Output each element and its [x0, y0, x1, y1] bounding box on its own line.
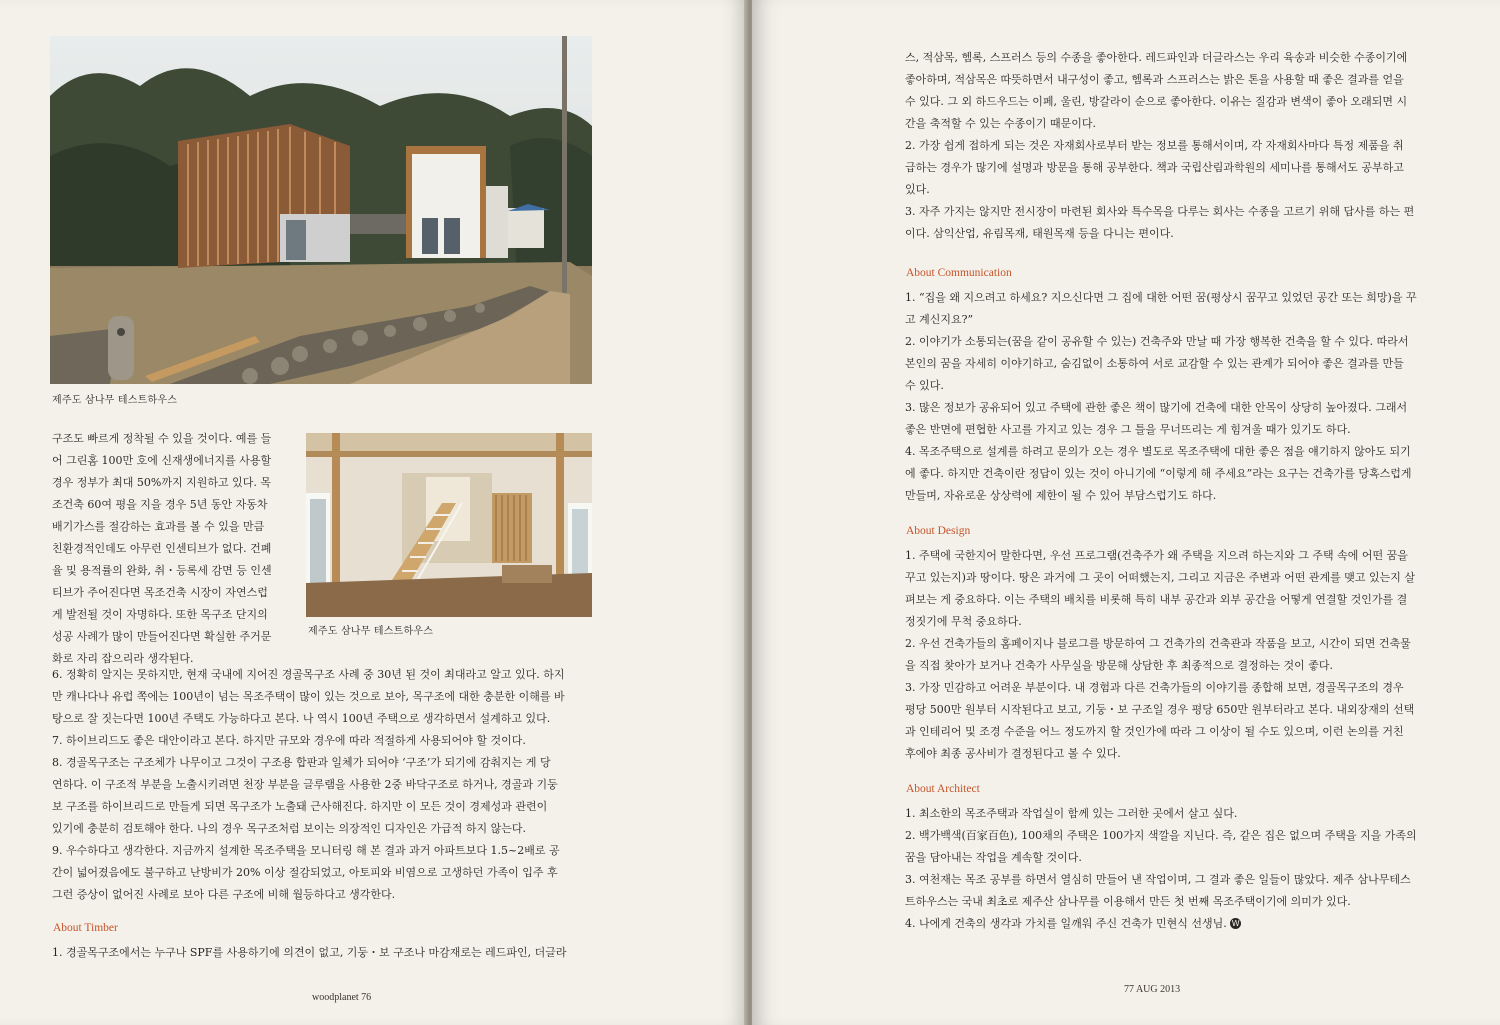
timber-answer-1	[52, 942, 612, 964]
text-line: 수 있다. 그 외 하드우드는 이페, 울린, 방갈라이 순으로 좋아한다. 이유는 질감과 변색이 좋아 오래되면 시	[905, 95, 1408, 108]
text-line: 2. 가장 쉽게 접하게 되는 것은 자재회사로부터 받는 정보를 통해서이며, 각 자재회사마다 특정 제품을 취	[905, 139, 1404, 152]
text-line: 정짓기에 무척 중요하다.	[905, 615, 1022, 628]
architect-answers	[905, 803, 1465, 935]
text-line	[905, 913, 1465, 935]
text-line: 구조도 빠르게 정착될 수 있을 것이다. 예를 들	[52, 432, 272, 445]
text-line: 있다.	[905, 183, 930, 196]
text-line: 3. 가장 민감하고 어려운 부분이다. 내 경험과 다른 건축가들의 이야기를 종합해 보면, 경골목구조의 경우	[905, 681, 1404, 694]
text-line: 수 있다.	[905, 379, 944, 392]
page-number-left: woodplanet 76	[312, 992, 372, 1003]
section-heading-communication: About Communication	[906, 267, 1012, 279]
text-line: 간이 넓어졌음에도 불구하고 난방비가 20% 이상 절감되었고, 아토피와 비염으로 고생하던 가족이 입주 후	[52, 866, 558, 879]
text-line: 그런 증상이 없어진 사례로 보아 다른 구조에 비해 월등하다고 생각한다.	[52, 888, 396, 901]
timber-continued	[905, 47, 1465, 245]
text-line: 에 좋다. 하지만 건축이란 정답이 있는 것이 아니기에 “이렇게 해 주세요”라는 요구는 건축가를 당혹스럽게	[905, 467, 1412, 480]
wrap-paragraph	[52, 428, 292, 670]
text-line: 좋은 반면에 편협한 사고를 가지고 있는 경우 그 틀을 무너뜨리는 게 힘겨울 때가 있기도 하다.	[905, 423, 1351, 436]
text-line: 있기에 충분히 검토해야 한다. 나의 경우 목구조처럼 보이는 의장적인 디자인은 가급적 하지 않는다.	[52, 822, 526, 835]
exterior-photo-caption: 제주도 삼나무 테스트하우스	[52, 395, 178, 406]
text-line: 배기가스를 절감하는 효과를 볼 수 있을 만큼	[52, 520, 265, 533]
text-line: 3. 자주 가지는 않지만 전시장이 마련된 회사와 특수목을 다루는 회사는 수종을 고르기 위해 답사를 하는 편	[905, 205, 1415, 218]
text-line: 후에야 최종 공사비가 결정된다고 볼 수 있다.	[905, 747, 1121, 760]
text-line: 꾸고 있는지)과 땅이다. 땅은 과거에 그 곳이 어떠했는지, 그리고 지금은 주변과 어떤 관계를 맺고 있는지 살	[905, 571, 1416, 584]
page-number-right: 77 AUG 2013	[1124, 984, 1181, 995]
text-line: 3. 여천재는 목조 공부를 하면서 열심히 만들어 낸 작업이며, 그 결과 좋은 일들이 많았다. 제주 삼나무테스	[905, 873, 1411, 886]
text-line: 어 그린홈 100만 호에 신재생에너지를 사용할	[52, 454, 272, 467]
text-line: 경우 정부가 최대 50%까지 지원하고 있다. 목	[52, 476, 271, 489]
design-answers	[905, 545, 1465, 765]
interior-photo-caption: 제주도 삼나무 테스트하우스	[308, 626, 434, 637]
text-line: 게 발전될 것이 자명하다. 또한 목구조 단지의	[52, 608, 268, 621]
text-line: 스, 적삼목, 헴록, 스프러스 등의 수종을 좋아한다. 레드파인과 더글라스는 우리 육송과 비슷한 수종이기에	[905, 51, 1408, 64]
left-page	[0, 0, 748, 1025]
text-line: 만 캐나다나 유럽 쪽에는 100년이 넘는 목조주택이 많이 있는 것으로 보아, 목구조에 대한 충분한 이해를 바	[52, 690, 565, 703]
text-line: 8. 경골목구조는 구조체가 나무이고 그것이 구조용 합판과 일체가 되어야 ‘구조’가 되기에 감춰지는 게 당	[52, 756, 551, 769]
section-heading-timber: About Timber	[53, 922, 118, 934]
right-page	[752, 0, 1500, 1025]
text-line: 좋아하며, 적삼목은 따뜻하면서 내구성이 좋고, 헴록과 스프러스는 밝은 톤을 사용할 때 좋은 결과를 얻을	[905, 73, 1404, 86]
text-line: 트하우스는 국내 최초로 제주산 삼나무를 이용해서 만든 첫 번째 목조주택이기에 의미가 있다.	[905, 895, 1351, 908]
text-line: 1. 주택에 국한지어 말한다면, 우선 프로그램(건축주가 왜 주택을 지으려 하는지와 그 주택 속에 어떤 꿈을	[905, 549, 1408, 562]
communication-answers	[905, 287, 1465, 507]
text-line: 본인의 꿈을 자세히 이야기하고, 숨김없이 소통하여 서로 교감할 수 있는 관계가 되어야 좋은 결과를 만들	[905, 357, 1404, 370]
text-line: 6. 정확히 알지는 못하지만, 현재 국내에 지어진 경골목구조 사례 중 30년 된 것이 최대라고 알고 있다. 하지	[52, 668, 565, 681]
text-line: 2. 이야기가 소통되는(꿈을 같이 공유할 수 있는) 건축주와 만날 때 가장 행복한 건축을 할 수 있다. 따라서	[905, 335, 1409, 348]
section-heading-architect: About Architect	[906, 783, 980, 795]
text-line: 조건축 60여 평을 지을 경우 5년 동안 자동차	[52, 498, 268, 511]
text-line: 꿈을 담아내는 작업을 계속할 것이다.	[905, 851, 1082, 864]
text-line: 급하는 경우가 많기에 설명과 방문을 통해 공부한다. 책과 국립산림과학원의 세미나를 통해서도 공부하고	[905, 161, 1404, 174]
text-line: 평당 500만 원부터 시작된다고 보고, 기둥・보 구조일 경우 평당 650만 원부터라고 본다. 내외장재의 선택	[905, 703, 1415, 716]
text-line: 2. 백가백색(百家百色), 100채의 주택은 100가지 색깔을 지닌다. 즉, 같은 집은 없으며 주택을 지을 가족의	[905, 829, 1417, 842]
section-heading-design: About Design	[906, 525, 971, 537]
end-of-article-icon: W	[1231, 919, 1240, 928]
text-line: 9. 우수하다고 생각한다. 지금까지 설계한 목조주택을 모니터링 해 본 결과 과거 아파트보다 1.5~2배로 공	[52, 844, 560, 857]
text-line: 7. 하이브리드도 좋은 대안이라고 본다. 하지만 규모와 경우에 따라 적절하게 사용되어야 할 것이다.	[52, 734, 526, 747]
text-line: 보 구조를 하이브리드로 만들게 되면 목구조가 노출돼 근사해진다. 하지만 이 모든 것이 경제성과 관련이	[52, 800, 548, 813]
text-line: 1. “집을 왜 지으려고 하세요? 지으신다면 그 집에 대한 어떤 꿈(평상시 꿈꾸고 있었던 공간 또는 희망)을 꾸	[905, 291, 1417, 304]
text-line: 만들며, 자유로운 상상력에 제한이 될 수 있어 부담스럽기도 하다.	[905, 489, 1217, 502]
text-line-content: 4. 나에게 건축의 생각과 가치를 일깨워 주신 건축가 민현식 선생님.	[905, 917, 1227, 930]
text-line: 이다. 삼익산업, 유림목재, 태원목재 등을 다니는 편이다.	[905, 227, 1174, 240]
text-line: 2. 우선 건축가들의 홈페이지나 블로그를 방문하여 그 건축가의 건축관과 작품을 보고, 시간이 되면 건축물	[905, 637, 1411, 650]
house-exterior-photo	[50, 36, 592, 384]
text-line: 4. 목조주택으로 설계를 하려고 문의가 오는 경우 별도로 목조주택에 대한 좋은 점을 얘기하지 않아도 되기	[905, 445, 1411, 458]
text-line: 탕으로 잘 짓는다면 100년 주택도 가능하다고 본다. 나 역시 100년 주택으로 생각하면서 설계하고 있다.	[52, 712, 551, 725]
text-line: 과 인테리어 및 조경 수준을 어느 정도까지 할 것인가에 따라 그 이상이 될 수도 있으며, 이런 논의를 거친	[905, 725, 1404, 738]
text-line: 펴보는 게 중요하다. 이는 주택의 배치를 비롯해 특히 내부 공간과 외부 공간을 어떻게 연결할 것인가를 결	[905, 593, 1408, 606]
text-line: 고 계신지요?”	[905, 313, 974, 326]
answers-6-9	[52, 664, 612, 906]
text-line: 연하다. 이 구조적 부분을 노출시키려면 천장 부분을 글루램을 사용한 2중 바닥구조로 하거나, 경골과 기둥	[52, 778, 558, 791]
text-line: 1. 경골목구조에서는 누구나 SPF를 사용하기에 의견이 없고, 기둥・보 구조나 마감재로는 레드파인, 더글라	[52, 946, 567, 959]
text-line: 성공 사례가 많이 만들어진다면 확실한 주거문	[52, 630, 272, 643]
text-line: 1. 최소한의 목조주택과 작업실이 함께 있는 그러한 곳에서 살고 싶다.	[905, 807, 1238, 820]
house-interior-photo	[306, 433, 592, 617]
text-line: 을 직접 찾아가 보거나 건축가 사무실을 방문해 상담한 후 최종적으로 결정하는 것이 좋다.	[905, 659, 1333, 672]
text-line: 화로 자리 잡으리라 생각된다.	[52, 652, 194, 665]
text-line: 티브가 주어진다면 목조건축 시장이 자연스럽	[52, 586, 268, 599]
text-line: 3. 많은 정보가 공유되어 있고 주택에 관한 좋은 책이 많기에 건축에 대한 안목이 상당히 높아졌다. 그래서	[905, 401, 1408, 414]
text-line: 친환경적인데도 아무런 인센티브가 없다. 건폐	[52, 542, 272, 555]
text-line: 율 및 용적률의 완화, 취・등록세 감면 등 인센	[52, 564, 272, 577]
text-line: 간을 축적할 수 있는 수종이기 때문이다.	[905, 117, 1096, 130]
